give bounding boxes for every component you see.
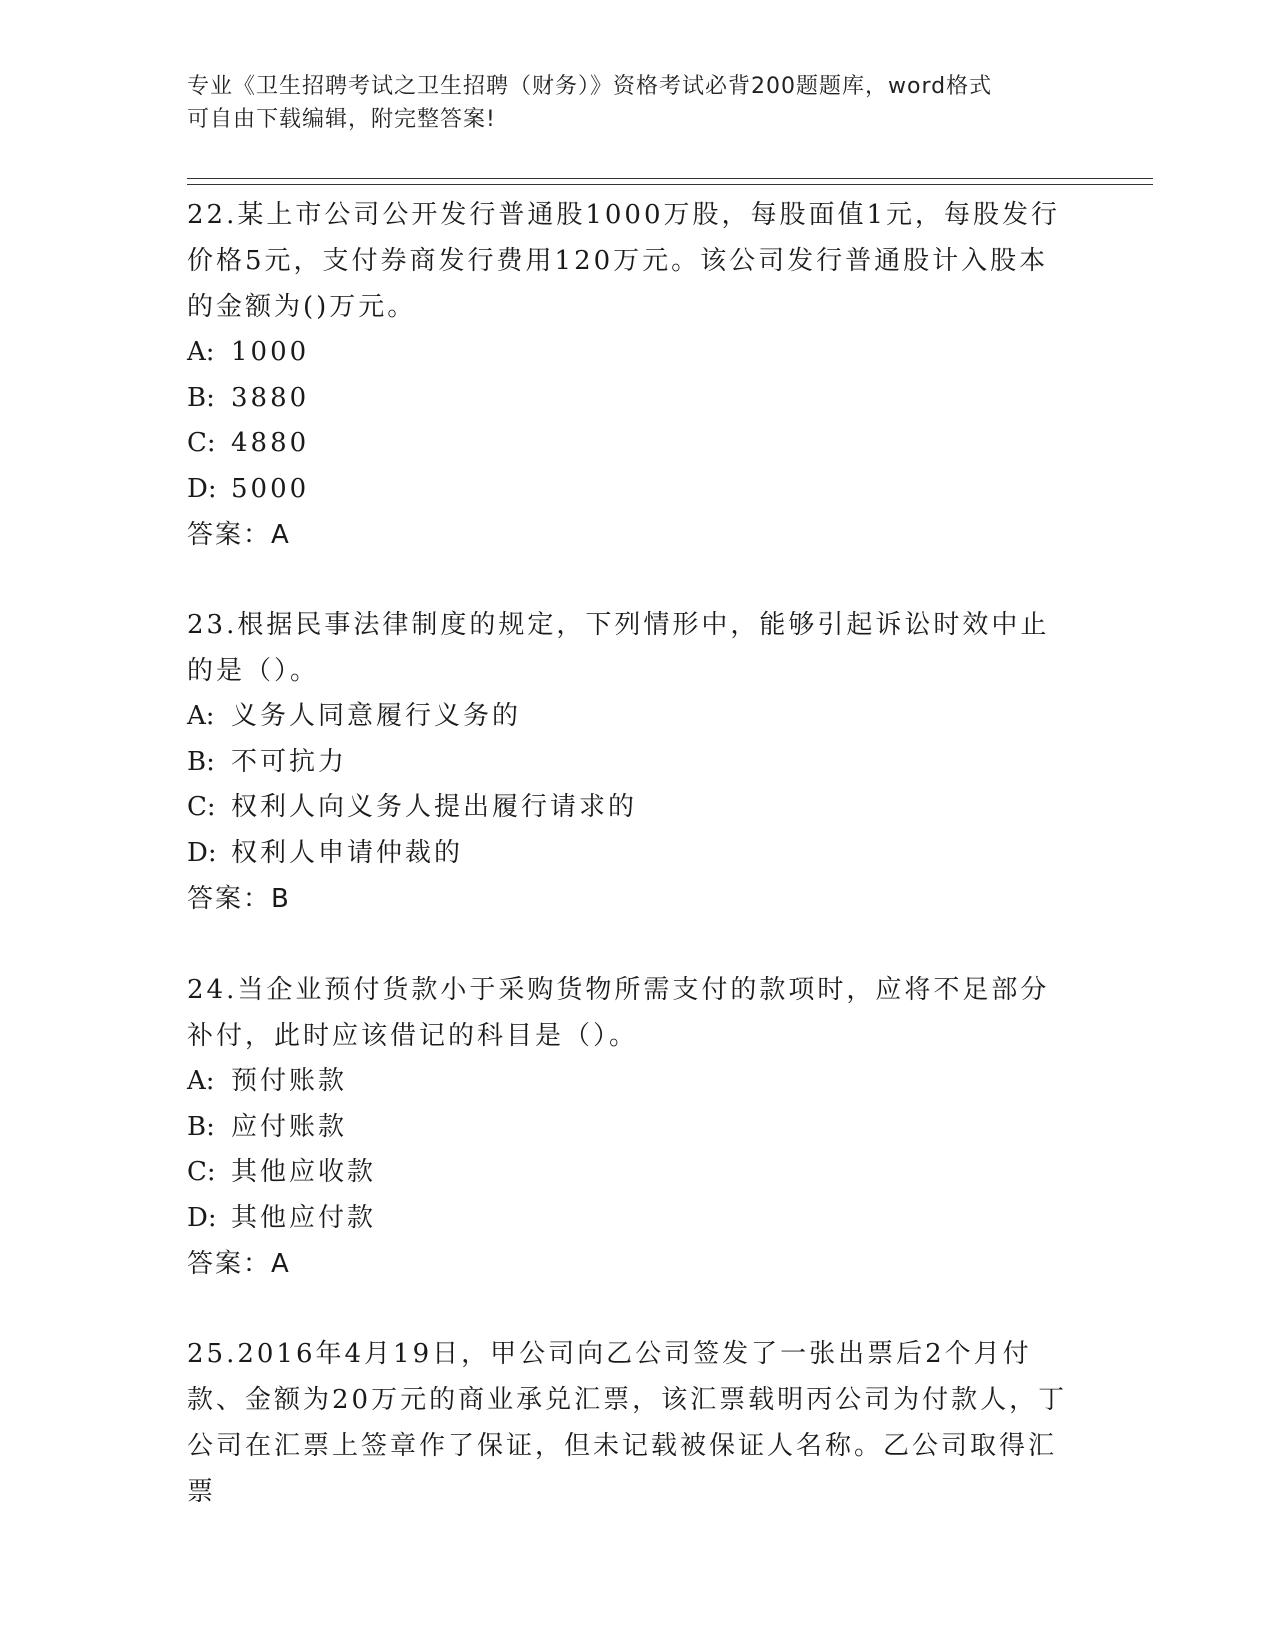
question-stem: 25.2016年4月19日，甲公司向乙公司签发了一张出票后2个月付款、金额为20万元的商业承兑汇票，该汇票载明丙公司为付款人，丁公司在汇票上签章作了保证，但未记载被保证人名称。乙公司取得汇票 — [187, 1339, 1068, 1507]
header-divider-bottom — [187, 184, 1153, 185]
option-label: D: — [187, 837, 217, 868]
option-text: 预付账款 — [231, 1066, 348, 1096]
option-text: 应付账款 — [231, 1111, 348, 1142]
option-text: 其他应付款 — [231, 1202, 377, 1233]
answer-key: 答案：A — [187, 520, 291, 550]
header-line-1: 专业《卫生招聘考试之卫生招聘（财务）》资格考试必背200题题库，word格式 — [187, 74, 993, 99]
option-text: 1000 — [231, 337, 310, 367]
question-22 — [187, 192, 1077, 558]
question-25 — [187, 1331, 1077, 1515]
answer-key: 答案：A — [187, 1249, 291, 1279]
option-label: B: — [187, 382, 215, 413]
option-text: 3880 — [231, 382, 310, 413]
option-b — [187, 740, 1077, 786]
option-d — [187, 831, 1077, 877]
option-d — [187, 467, 1077, 513]
header-line-2: 可自由下载编辑，附完整答案! — [187, 107, 496, 132]
option-b — [187, 1105, 1077, 1151]
option-text: 不可抗力 — [231, 746, 348, 777]
option-label: B: — [187, 746, 215, 777]
option-text: 5000 — [231, 473, 310, 504]
option-a — [187, 694, 1077, 740]
option-label: D: — [187, 1202, 217, 1233]
option-text: 4880 — [231, 428, 310, 458]
option-label: A: — [187, 1066, 215, 1096]
option-d — [187, 1196, 1077, 1242]
header-divider-top — [187, 178, 1153, 179]
question-stem: 24.当企业预付货款小于采购货物所需支付的款项时，应将不足部分补付，此时应该借记的科目是（）。 — [187, 975, 1050, 1051]
option-c — [187, 785, 1077, 831]
document-header — [187, 70, 1067, 136]
option-c — [187, 421, 1077, 467]
option-label: C: — [187, 1157, 216, 1187]
option-label: C: — [187, 428, 216, 458]
option-c — [187, 1150, 1077, 1196]
question-23 — [187, 602, 1077, 922]
option-text: 权利人申请仲裁的 — [231, 837, 464, 868]
option-text: 义务人同意履行义务的 — [231, 701, 522, 731]
option-label: A: — [187, 701, 215, 731]
option-text: 其他应收款 — [231, 1157, 377, 1187]
option-b — [187, 376, 1077, 422]
option-text: 权利人向义务人提出履行请求的 — [231, 792, 638, 822]
option-label: B: — [187, 1111, 215, 1142]
option-label: A: — [187, 337, 215, 367]
option-a — [187, 330, 1077, 376]
question-stem: 22.某上市公司公开发行普通股1000万股，每股面值1元，每股发行价格5元，支付券商发行费用120万元。该公司发行普通股计入股本的金额为()万元。 — [187, 200, 1061, 322]
option-label: C: — [187, 792, 216, 822]
option-a — [187, 1059, 1077, 1105]
option-label: D: — [187, 473, 217, 504]
answer-key: 答案：B — [187, 884, 291, 914]
question-24 — [187, 967, 1077, 1287]
question-stem: 23.根据民事法律制度的规定，下列情形中，能够引起诉讼时效中止的是（）。 — [187, 610, 1050, 686]
